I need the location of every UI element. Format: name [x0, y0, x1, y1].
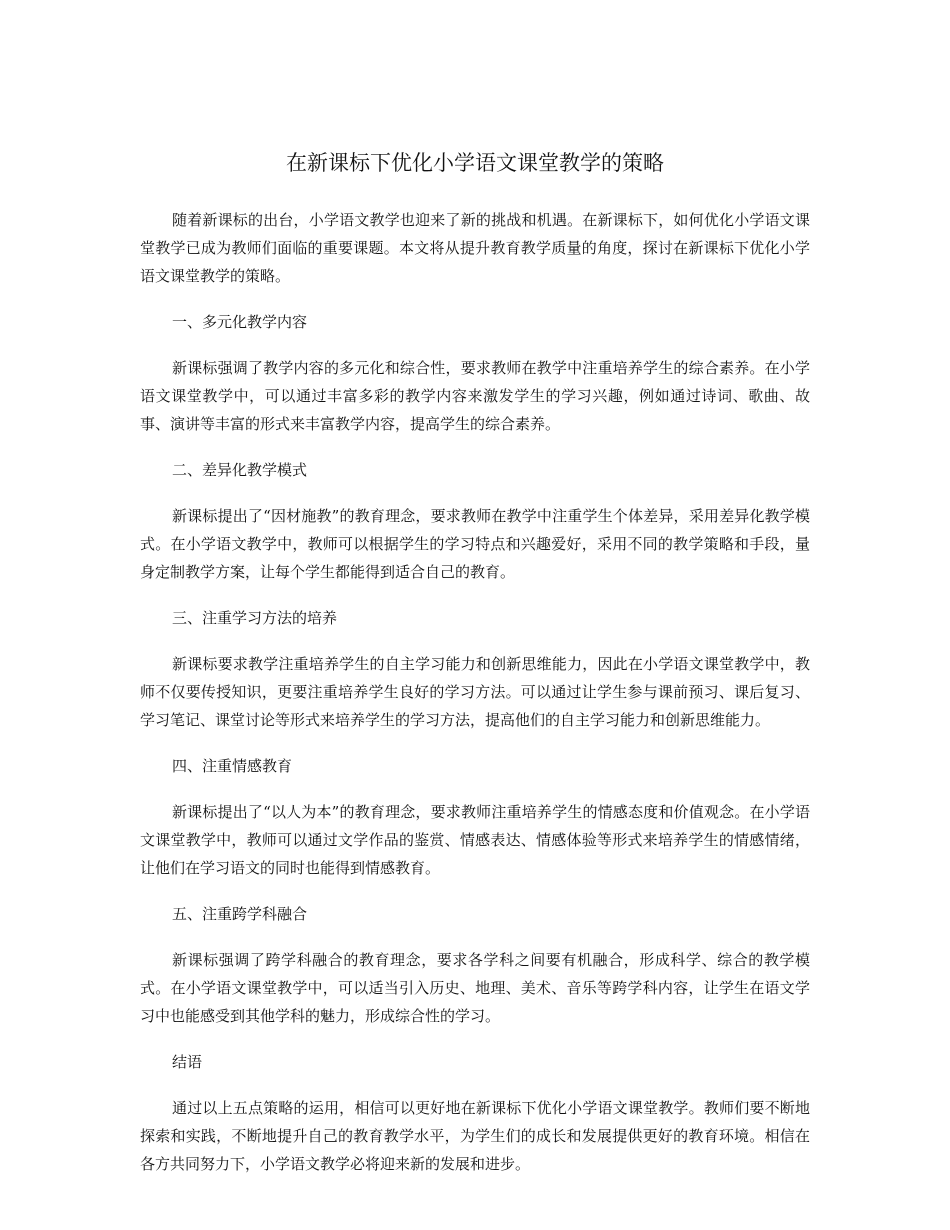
section-heading-interdisciplinary: 五、注重跨学科融合 [172, 905, 308, 923]
section-paragraph-emotional-education: 新课标提出了“以人为本”的教育理念，要求教师注重培养学生的情感态度和价值观念。在小学语文课堂教学中，教师可以通过文学作品的鉴赏、情感表达、情感体验等形式来培养学生的情感情绪，让他们在学习语文的同时也能得到情感教育。 [140, 803, 810, 877]
intro-paragraph: 随着新课标的出台，小学语文教学也迎来了新的挑战和机遇。在新课标下，如何优化小学语文课堂教学已成为教师们面临的重要课题。本文将从提升教育教学质量的角度，探讨在新课标下优化小学语文课堂教学的策略。 [140, 211, 810, 285]
section-heading-emotional-education: 四、注重情感教育 [172, 757, 293, 775]
page-title: 在新课标下优化小学语文课堂教学的策略 [286, 151, 664, 175]
section-paragraph-differentiated-teaching: 新课标提出了“因材施教”的教育理念，要求教师在教学中注重学生个体差异，采用差异化教学模式。在小学语文教学中，教师可以根据学生的学习特点和兴趣爱好，采用不同的教学策略和手段，量身定制教学方案，让每个学生都能得到适合自己的教育。 [140, 507, 810, 581]
section-heading-learning-methods: 三、注重学习方法的培养 [172, 609, 338, 627]
section-heading-differentiated-teaching: 二、差异化教学模式 [172, 461, 308, 479]
section-heading-conclusion: 结语 [172, 1053, 203, 1071]
section-paragraph-learning-methods: 新课标要求教学注重培养学生的自主学习能力和创新思维能力，因此在小学语文课堂教学中，教师不仅要传授知识，更要注重培养学生良好的学习方法。可以通过让学生参与课前预习、课后复习、学习笔记、课堂讨论等形式来培养学生的学习方法，提高他们的自主学习能力和创新思维能力。 [140, 655, 810, 729]
section-heading-diverse-content: 一、多元化教学内容 [172, 313, 308, 331]
section-paragraph-interdisciplinary: 新课标强调了跨学科融合的教育理念，要求各学科之间要有机融合，形成科学、综合的教学模式。在小学语文课堂教学中，可以适当引入历史、地理、美术、音乐等跨学科内容，让学生在语文学习中也能感受到其他学科的魅力，形成综合性的学习。 [140, 951, 810, 1025]
section-paragraph-conclusion: 通过以上五点策略的运用，相信可以更好地在新课标下优化小学语文课堂教学。教师们要不断地探索和实践，不断地提升自己的教育教学水平，为学生们的成长和发展提供更好的教育环境。相信在各方共同努力下，小学语文教学必将迎来新的发展和进步。 [140, 1099, 810, 1173]
section-paragraph-diverse-content: 新课标强调了教学内容的多元化和综合性，要求教师在教学中注重培养学生的综合素养。在小学语文课堂教学中，可以通过丰富多彩的教学内容来激发学生的学习兴趣，例如通过诗词、歌曲、故事、演讲等丰富的形式来丰富教学内容，提高学生的综合素养。 [140, 359, 810, 433]
document-content [140, 146, 810, 1196]
